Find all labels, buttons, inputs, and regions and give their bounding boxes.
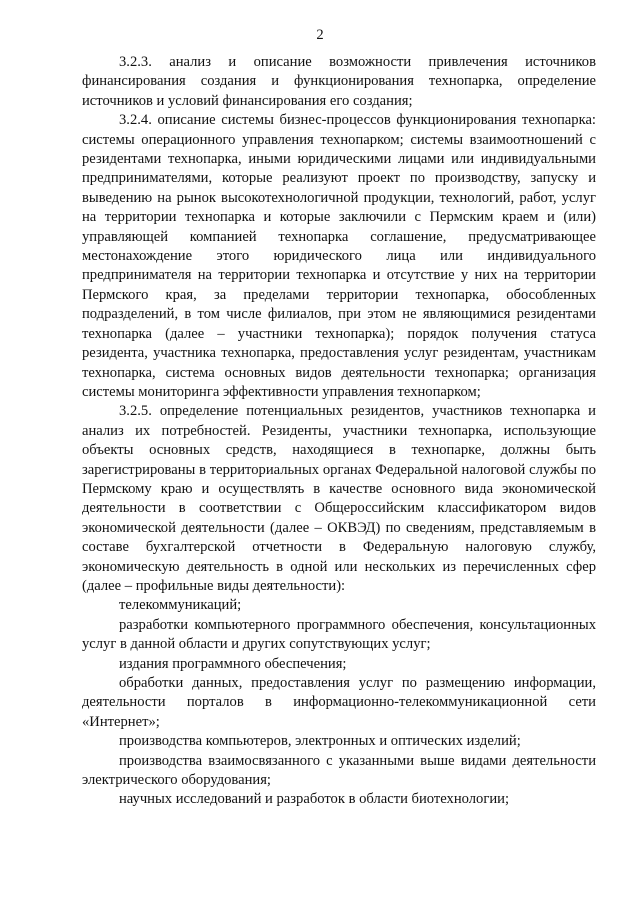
- activity-item-software-development: разработки компьютерного программного обеспечения, консультационных услуг в данной области и других сопутствующих услуг;: [82, 616, 596, 653]
- paragraph-3-2-3: 3.2.3. анализ и описание возможности привлечения источников финансирования создания и функционирования технопарка, определение источников и условий финансирования его создания;: [82, 54, 596, 109]
- activity-item-software-publishing: издания программного обеспечения;: [119, 655, 347, 672]
- paragraph-3-2-4: 3.2.4. описание системы бизнес-процессов функционирования технопарка: системы операционного управления технопарком; системы взаимоотношений с резидентами технопарка, иными юридическими лицами или индивидуальными предпринимателями, которые реализуют проект по производству, запуску и выведению на рынок высокотехнологичной продукции, технологий, работ, услуг на территории технопарка и которые заключили с Пермским краем и (или) управляющей компанией технопарка соглашение, предусматривающее местонахождение этого юридического лица или индивидуального предпринимателя на территории технопарка и отсутствие у них на территории Пермского края, за пределами территории технопарка, обособленных подразделений, в том числе филиалов, при этом не являющимися резидентами технопарка (далее – участники технопарка); порядок получения статуса резидента, участника технопарка, предоставления услуг резидентам, участникам технопарка, система основных видов деятельности технопарка; организация системы мониторинга эффективности управления технопарком;: [82, 112, 596, 400]
- document-body: [82, 53, 596, 810]
- activity-list: [82, 596, 596, 809]
- activity-item-biotech-research: научных исследований и разработок в области биотехнологии;: [119, 791, 509, 808]
- activity-item-data-processing: обработки данных, предоставления услуг по размещению информации, деятельности порталов в информационно-телекоммуникационной сети «Интернет»;: [82, 675, 596, 730]
- page-number: 2: [316, 27, 324, 43]
- activity-item-telecom: телекоммуникаций;: [119, 597, 242, 614]
- activity-item-computer-manufacturing: производства компьютеров, электронных и оптических изделий;: [119, 733, 521, 750]
- paragraph-3-2-5: 3.2.5. определение потенциальных резидентов, участников технопарка и анализ их потребностей. Резиденты, участники технопарка, использующие объекты основных средств, находящиеся в технопарке, должны быть зарегистрированы в территориальных органах Федеральной налоговой службы по Пермскому краю и осуществлять в качестве основного вида экономической деятельности в соответствии с Общероссийским классификатором видов экономической деятельности (далее – ОКВЭД) по сведениям, представляемым в составе бухгалтерской отчетности в Федеральную налоговую службу, экономическую деятельность в одной или нескольких из перечисленных сфер (далее – профильные виды деятельности):: [82, 403, 596, 594]
- activity-item-electrical-equipment: производства взаимосвязанного с указанными выше видами деятельности электрического оборудования;: [82, 752, 596, 789]
